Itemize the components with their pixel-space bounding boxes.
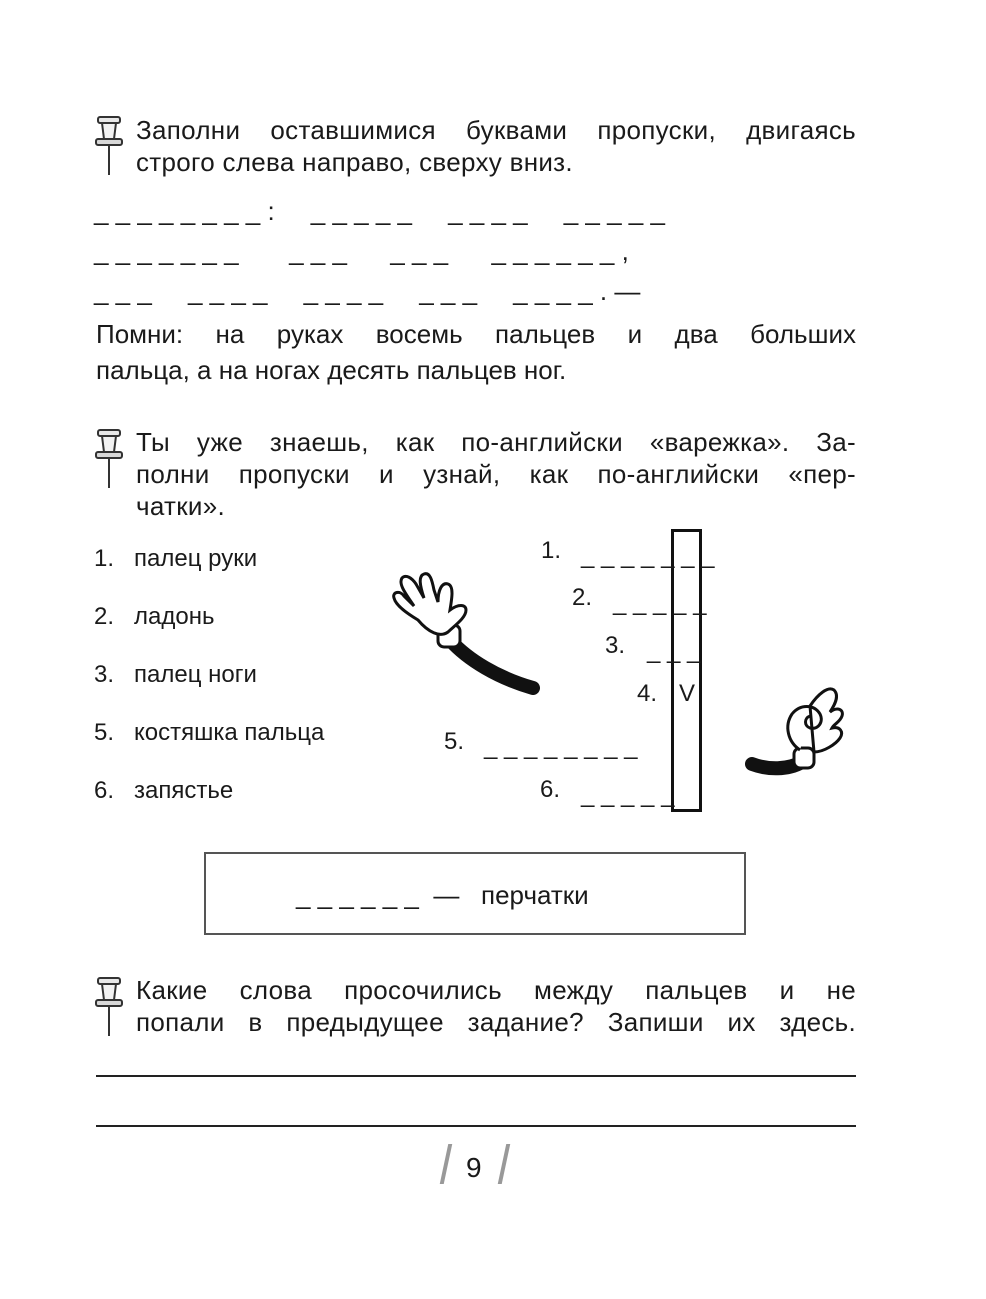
crossword-row-number: 1. <box>541 537 562 564</box>
pushpin-icon <box>92 115 126 179</box>
answer-line[interactable] <box>296 880 589 911</box>
clue-item: 1. палец руки <box>94 545 258 572</box>
crossword-given-letter: V <box>679 680 696 707</box>
task1-line1: Заполни оставшимися буквами пропуски, двигаясь <box>136 115 856 145</box>
fill-in-blanks-row[interactable]: _ _ _ _ _ _ _ _ : _ _ _ _ _ _ _ _ _ _ _ _ _ _ <box>94 196 665 226</box>
crossword-row-blanks[interactable]: _ _ _ _ _ <box>581 781 675 808</box>
crossword-row-blanks[interactable]: _ _ _ _ _ _ _ _ <box>484 733 638 760</box>
crossword-row-blanks[interactable]: _ _ _ _ _ _ _ <box>581 542 715 569</box>
crossword-row-number: 3. <box>605 632 626 659</box>
clue-item: 6. запястье <box>94 777 234 804</box>
answer-write-line[interactable] <box>96 1075 856 1077</box>
reminder-line2: пальца, а на ногах десять пальцев ног. <box>96 355 567 385</box>
answer-blanks[interactable]: _ _ _ _ _ _ <box>296 880 419 910</box>
task2-line1: Ты уже знаешь, как по-английски «варежка». За- <box>136 427 856 457</box>
page-number: 9 <box>466 1152 482 1183</box>
task2-line3: чатки». <box>136 491 226 521</box>
waving-hand-illustration <box>388 570 540 695</box>
page-number-slash-left <box>440 1144 453 1184</box>
reminder-note <box>96 316 856 388</box>
answer-word: перчатки <box>481 880 589 910</box>
task2-line2: полни пропуски и узнай, как по-английски «пер- <box>136 459 856 489</box>
crossword-row-number: 6. <box>540 776 561 803</box>
ok-hand-illustration <box>744 684 852 782</box>
crossword-answer-column <box>671 529 702 812</box>
fill-in-blanks-row[interactable]: _ _ _ _ _ _ _ _ _ _ _ _ _ _ _ _ _ _ . — <box>94 276 641 306</box>
pushpin-icon <box>92 976 126 1040</box>
clue-item: 3. палец ноги <box>94 661 257 688</box>
task1-line2: строго слева направо, сверху вниз. <box>136 147 573 177</box>
crossword-row-blanks[interactable]: _ _ _ <box>647 637 701 664</box>
pushpin-icon <box>92 428 126 492</box>
task3-line2: попали в предыдущее задание? Запиши их здесь. <box>136 1007 856 1037</box>
crossword-row-number: 2. <box>572 584 593 611</box>
reminder-line1: Помни: на руках восемь пальцев и два больших <box>96 319 856 349</box>
crossword-row-blanks[interactable]: _ _ _ _ _ <box>613 589 707 616</box>
clue-item: 5. костяшка пальца <box>94 719 325 746</box>
crossword-row-number: 5. <box>444 728 465 755</box>
clue-item: 2. ладонь <box>94 603 215 630</box>
task3-line1: Какие слова просочились между пальцев и не <box>136 975 856 1005</box>
page-number-slash-right <box>498 1144 511 1184</box>
fill-in-blanks-row[interactable]: _ _ _ _ _ _ _ _ _ _ _ _ _ _ _ _ _ _ _ , <box>94 236 629 266</box>
answer-write-line[interactable] <box>96 1125 856 1127</box>
crossword-row-number: 4. <box>637 680 658 707</box>
answer-dash: — <box>433 880 460 910</box>
